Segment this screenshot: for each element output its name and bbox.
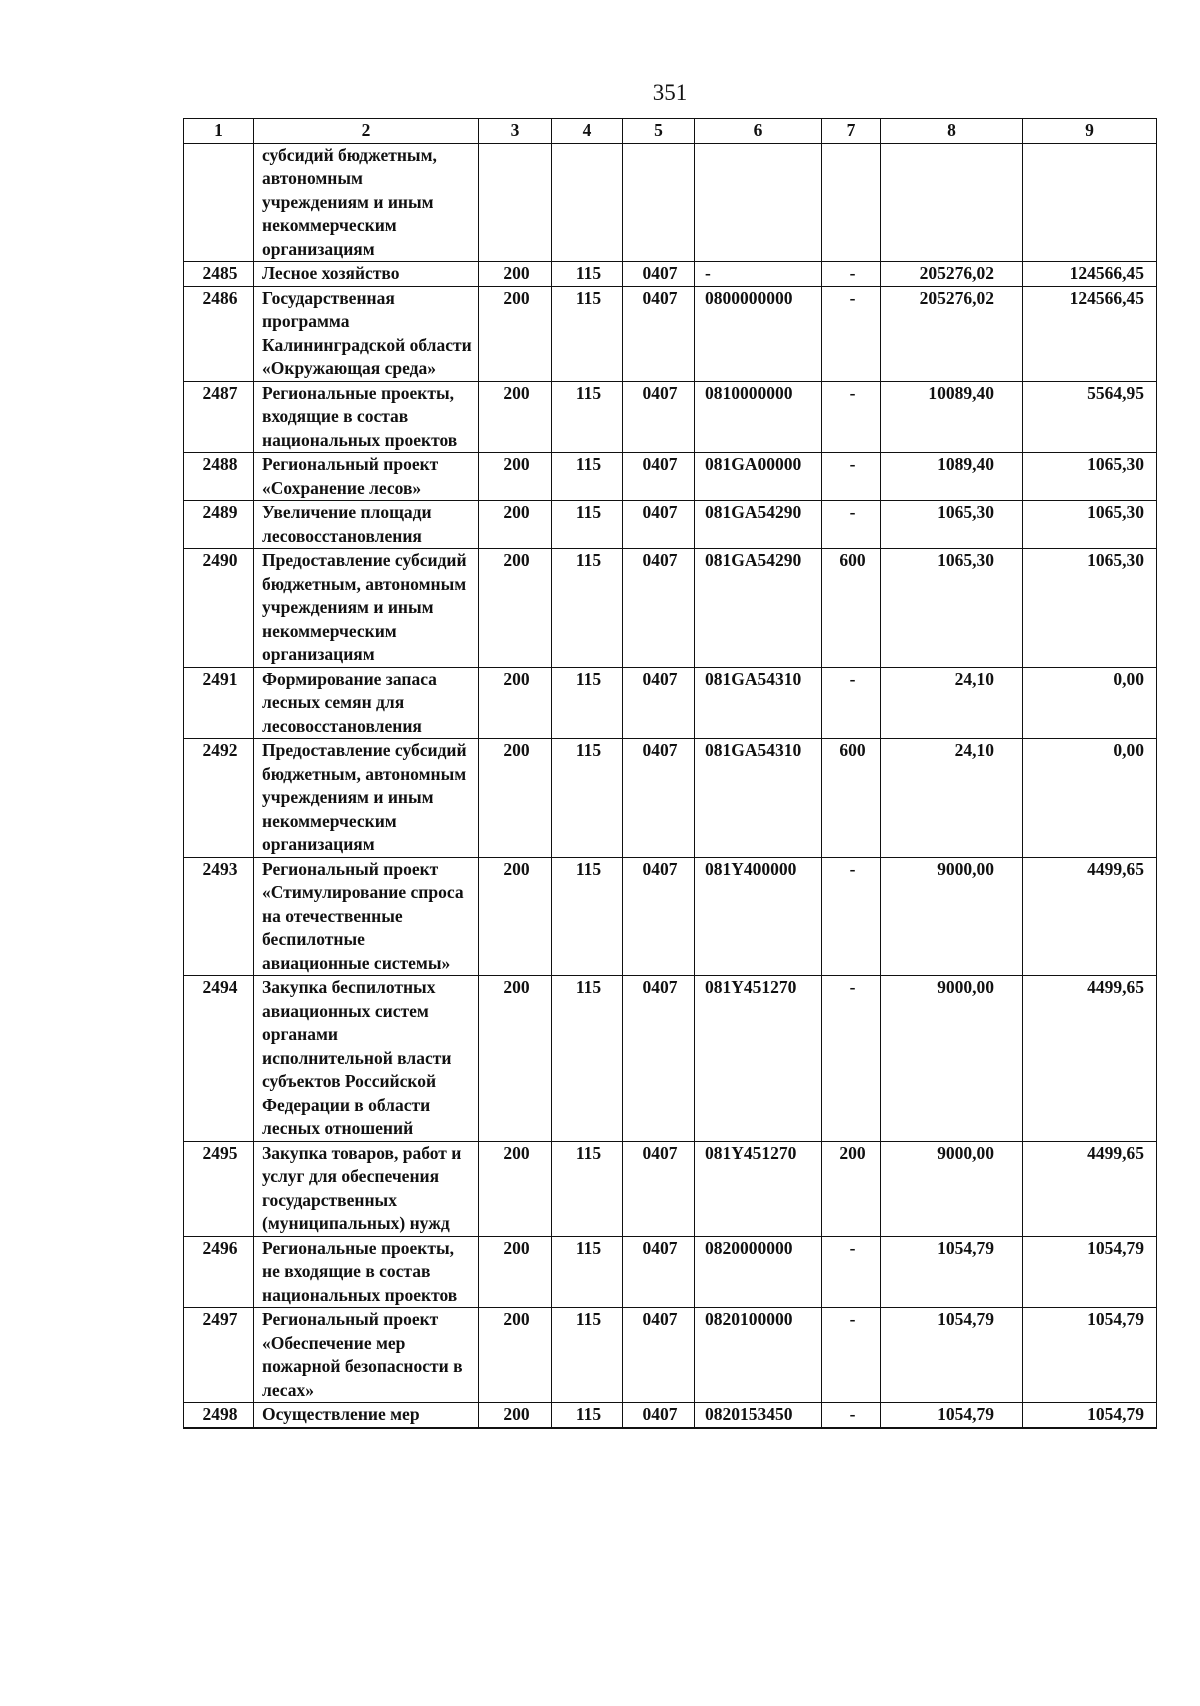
table-row	[184, 976, 1157, 1142]
target-code-cell: 0820153450	[695, 1403, 822, 1428]
amount-col8-cell: 9000,00	[881, 976, 1023, 1142]
expense-type-cell: -	[822, 262, 881, 287]
expense-type-cell: -	[822, 453, 881, 501]
item-name-cell: Региональный проект «Обеспечение мер пожарной безопасности в лесах»	[254, 1308, 479, 1403]
code-col5-cell: 0407	[623, 501, 695, 549]
table-row	[184, 1236, 1157, 1308]
amount-col8-cell: 9000,00	[881, 1141, 1023, 1236]
table-row	[184, 381, 1157, 453]
code-col5-cell: 0407	[623, 667, 695, 739]
code-col5-cell: 0407	[623, 739, 695, 858]
amount-col9-cell: 1065,30	[1023, 501, 1157, 549]
expense-type-cell: -	[822, 381, 881, 453]
row-number-cell: 2491	[184, 667, 254, 739]
item-name-cell: Государственная программа Калининградской области «Окружающая среда»	[254, 286, 479, 381]
table-row	[184, 549, 1157, 668]
code-col3-cell: 200	[479, 976, 552, 1142]
expense-type-cell: -	[822, 286, 881, 381]
code-col4-cell	[552, 143, 623, 262]
row-number-cell: 2497	[184, 1308, 254, 1403]
expense-type-cell: 600	[822, 739, 881, 858]
amount-col9-cell: 124566,45	[1023, 286, 1157, 381]
code-col4-cell: 115	[552, 549, 623, 668]
item-name-cell: Закупка товаров, работ и услуг для обеспечения государственных (муниципальных) нужд	[254, 1141, 479, 1236]
expense-type-cell: -	[822, 1236, 881, 1308]
row-number-cell: 2485	[184, 262, 254, 287]
column-header-6: 6	[695, 119, 822, 144]
item-name-cell: Увеличение площади лесовосстановления	[254, 501, 479, 549]
amount-col8-cell: 24,10	[881, 667, 1023, 739]
code-col5-cell: 0407	[623, 976, 695, 1142]
header-row	[184, 119, 1157, 144]
amount-col8-cell: 1065,30	[881, 501, 1023, 549]
target-code-cell: 0800000000	[695, 286, 822, 381]
code-col5-cell	[623, 143, 695, 262]
amount-col9-cell: 1054,79	[1023, 1403, 1157, 1428]
amount-col9-cell: 4499,65	[1023, 857, 1157, 976]
amount-col9-cell: 1065,30	[1023, 453, 1157, 501]
code-col5-cell: 0407	[623, 549, 695, 668]
expense-type-cell: -	[822, 1403, 881, 1428]
page-number: 351	[652, 80, 688, 105]
amount-col8-cell: 205276,02	[881, 262, 1023, 287]
code-col3-cell: 200	[479, 286, 552, 381]
code-col5-cell: 0407	[623, 262, 695, 287]
expense-type-cell	[822, 143, 881, 262]
code-col4-cell: 115	[552, 1403, 623, 1428]
table-row	[184, 739, 1157, 858]
amount-col9-cell: 4499,65	[1023, 1141, 1157, 1236]
item-name-cell: Региональный проект «Стимулирование спроса на отечественные беспилотные авиационные системы»	[254, 857, 479, 976]
item-name-cell: Региональные проекты, не входящие в состав национальных проектов	[254, 1236, 479, 1308]
amount-col8-cell: 1065,30	[881, 549, 1023, 668]
code-col3-cell: 200	[479, 262, 552, 287]
target-code-cell	[695, 143, 822, 262]
column-header-5: 5	[623, 119, 695, 144]
amount-col9-cell: 4499,65	[1023, 976, 1157, 1142]
code-col4-cell: 115	[552, 1308, 623, 1403]
code-col5-cell: 0407	[623, 286, 695, 381]
column-header-8: 8	[881, 119, 1023, 144]
target-code-cell: 081GA00000	[695, 453, 822, 501]
target-code-cell: 0820000000	[695, 1236, 822, 1308]
expense-type-cell: -	[822, 667, 881, 739]
amount-col8-cell: 24,10	[881, 739, 1023, 858]
column-header-7: 7	[822, 119, 881, 144]
target-code-cell: 081Y451270	[695, 1141, 822, 1236]
expense-type-cell: -	[822, 976, 881, 1142]
amount-col8-cell: 1089,40	[881, 453, 1023, 501]
code-col3-cell: 200	[479, 1403, 552, 1428]
item-name-cell: субсидий бюджетным, автономным учреждениям и иным некоммерческим организациям	[254, 143, 479, 262]
code-col4-cell: 115	[552, 501, 623, 549]
amount-col8-cell: 9000,00	[881, 857, 1023, 976]
amount-col8-cell: 1054,79	[881, 1308, 1023, 1403]
target-code-cell: 081Y451270	[695, 976, 822, 1142]
table-row	[184, 1141, 1157, 1236]
code-col3-cell: 200	[479, 549, 552, 668]
row-number-cell: 2490	[184, 549, 254, 668]
code-col5-cell: 0407	[623, 1308, 695, 1403]
column-header-3: 3	[479, 119, 552, 144]
target-code-cell: 081GA54290	[695, 501, 822, 549]
code-col4-cell: 115	[552, 286, 623, 381]
code-col5-cell: 0407	[623, 857, 695, 976]
table-body	[184, 143, 1157, 1428]
code-col3-cell: 200	[479, 1236, 552, 1308]
code-col4-cell: 115	[552, 1236, 623, 1308]
row-number-cell: 2495	[184, 1141, 254, 1236]
table-row	[184, 501, 1157, 549]
code-col3-cell: 200	[479, 667, 552, 739]
row-number-cell: 2488	[184, 453, 254, 501]
column-header-2: 2	[254, 119, 479, 144]
row-number-cell: 2487	[184, 381, 254, 453]
row-number-cell: 2493	[184, 857, 254, 976]
code-col4-cell: 115	[552, 262, 623, 287]
code-col3-cell	[479, 143, 552, 262]
target-code-cell: 0820100000	[695, 1308, 822, 1403]
amount-col8-cell: 1054,79	[881, 1403, 1023, 1428]
column-header-9: 9	[1023, 119, 1157, 144]
row-number-cell: 2494	[184, 976, 254, 1142]
table-row	[184, 1308, 1157, 1403]
code-col3-cell: 200	[479, 1308, 552, 1403]
item-name-cell: Лесное хозяйство	[254, 262, 479, 287]
code-col4-cell: 115	[552, 667, 623, 739]
row-number-cell: 2489	[184, 501, 254, 549]
code-col4-cell: 115	[552, 381, 623, 453]
item-name-cell: Региональные проекты, входящие в состав национальных проектов	[254, 381, 479, 453]
code-col5-cell: 0407	[623, 1236, 695, 1308]
item-name-cell: Региональный проект «Сохранение лесов»	[254, 453, 479, 501]
table-row	[184, 262, 1157, 287]
code-col3-cell: 200	[479, 381, 552, 453]
code-col5-cell: 0407	[623, 381, 695, 453]
amount-col9-cell: 0,00	[1023, 739, 1157, 858]
amount-col8-cell: 1054,79	[881, 1236, 1023, 1308]
code-col3-cell: 200	[479, 501, 552, 549]
code-col5-cell: 0407	[623, 1141, 695, 1236]
code-col4-cell: 115	[552, 453, 623, 501]
row-number-cell	[184, 143, 254, 262]
budget-table	[183, 118, 1157, 1429]
table-row	[184, 286, 1157, 381]
amount-col9-cell: 1054,79	[1023, 1308, 1157, 1403]
row-number-cell: 2492	[184, 739, 254, 858]
code-col3-cell: 200	[479, 857, 552, 976]
expense-type-cell: -	[822, 857, 881, 976]
expense-type-cell: -	[822, 501, 881, 549]
code-col4-cell: 115	[552, 1141, 623, 1236]
code-col4-cell: 115	[552, 976, 623, 1142]
code-col3-cell: 200	[479, 739, 552, 858]
target-code-cell: 081GA54310	[695, 667, 822, 739]
row-number-cell: 2498	[184, 1403, 254, 1428]
amount-col9-cell: 5564,95	[1023, 381, 1157, 453]
row-number-cell: 2496	[184, 1236, 254, 1308]
row-number-cell: 2486	[184, 286, 254, 381]
code-col4-cell: 115	[552, 739, 623, 858]
code-col3-cell: 200	[479, 1141, 552, 1236]
code-col4-cell: 115	[552, 857, 623, 976]
item-name-cell: Предоставление субсидий бюджетным, автономным учреждениям и иным некоммерческим организациям	[254, 549, 479, 668]
target-code-cell: 081GA54290	[695, 549, 822, 668]
table-header	[184, 119, 1157, 144]
amount-col8-cell: 10089,40	[881, 381, 1023, 453]
code-col5-cell: 0407	[623, 1403, 695, 1428]
target-code-cell: -	[695, 262, 822, 287]
amount-col9-cell: 1054,79	[1023, 1236, 1157, 1308]
amount-col8-cell	[881, 143, 1023, 262]
target-code-cell: 081Y400000	[695, 857, 822, 976]
amount-col9-cell: 1065,30	[1023, 549, 1157, 668]
item-name-cell: Закупка беспилотных авиационных систем органами исполнительной власти субъектов Российской Федерации в области лесных отношений	[254, 976, 479, 1142]
expense-type-cell: -	[822, 1308, 881, 1403]
amount-col9-cell	[1023, 143, 1157, 262]
target-code-cell: 0810000000	[695, 381, 822, 453]
amount-col8-cell: 205276,02	[881, 286, 1023, 381]
table-row	[184, 453, 1157, 501]
item-name-cell: Осуществление мер	[254, 1403, 479, 1428]
amount-col9-cell: 0,00	[1023, 667, 1157, 739]
target-code-cell: 081GA54310	[695, 739, 822, 858]
code-col3-cell: 200	[479, 453, 552, 501]
column-header-4: 4	[552, 119, 623, 144]
item-name-cell: Предоставление субсидий бюджетным, автономным учреждениям и иным некоммерческим организациям	[254, 739, 479, 858]
column-header-1: 1	[184, 119, 254, 144]
item-name-cell: Формирование запаса лесных семян для лесовосстановления	[254, 667, 479, 739]
table-row	[184, 857, 1157, 976]
code-col5-cell: 0407	[623, 453, 695, 501]
table-row	[184, 667, 1157, 739]
table-row	[184, 1403, 1157, 1428]
expense-type-cell: 600	[822, 549, 881, 668]
amount-col9-cell: 124566,45	[1023, 262, 1157, 287]
expense-type-cell: 200	[822, 1141, 881, 1236]
table-row	[184, 143, 1157, 262]
